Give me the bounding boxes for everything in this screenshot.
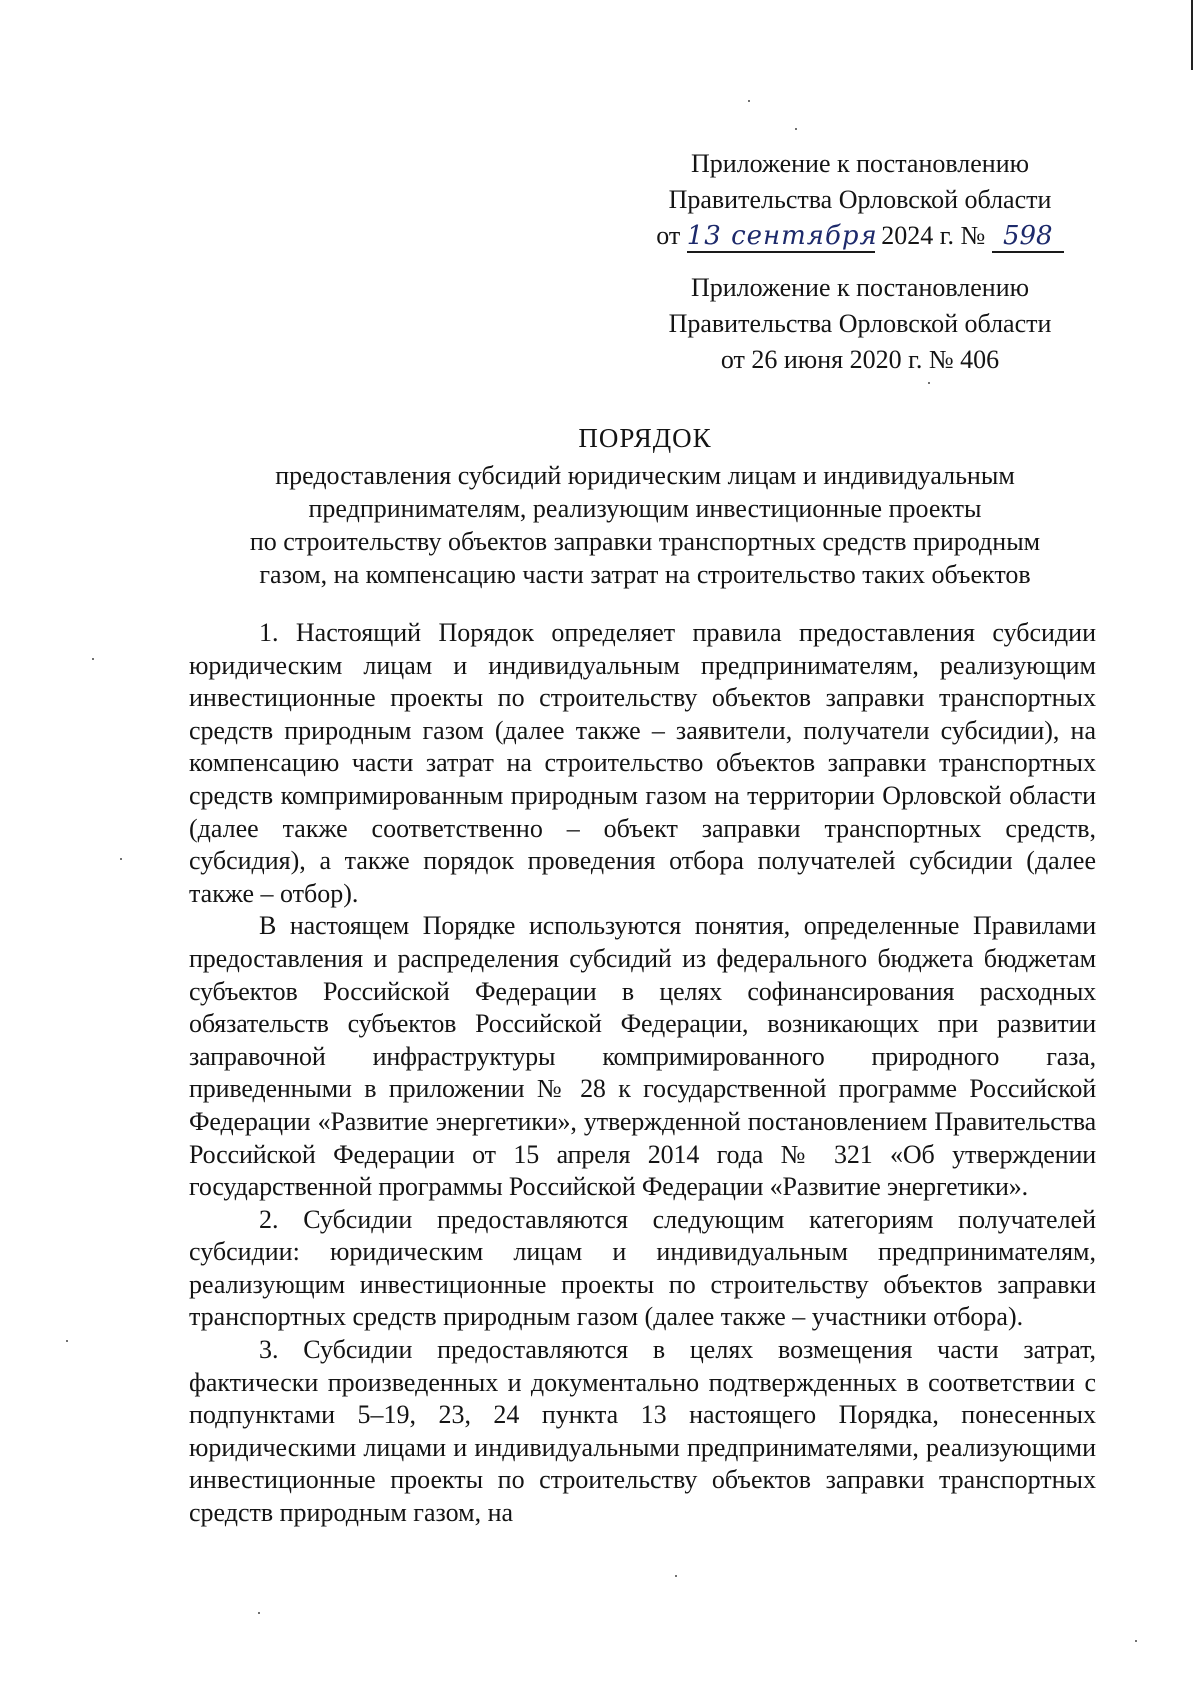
scan-edge-line: [1191, 0, 1193, 70]
handwritten-date: 13 сентября: [686, 221, 878, 251]
title-subline: газом, на компенсацию части затрат на строительство таких объектов: [259, 560, 1031, 589]
title-subline: по строительству объектов заправки транспортных средств природным: [249, 527, 1041, 556]
paragraph-definitions: В настоящем Порядке используются понятия, определенные Правилами предоставления и распределения субсидий из федерального бюджета бюджетам субъектов Российской Федерации в целях софинансирования расходных обязательств субъектов Российской Федерации, возникающих при развитии заправочной инфраструктуры компримированного природного газа, приведенными в приложении № 28 к государственной программе Российской Федерации «Развитие энергетики», утвержденной постановлением Правительства Российской Федерации от 15 апреля 2014 года № 321 «Об утверждении государственной программы Российской Федерации «Развитие энергетики».: [189, 911, 1096, 1202]
scan-speck: [258, 1612, 260, 1614]
paragraph-2: 2. Субсидии предоставляются следующим категориям получателей субсидии: юридическим лицам и индивидуальным предпринимателям, реализующим инвестиционные проекты по строительству объектов заправки транспортных средств природным газом (далее также – участники отбора).: [189, 1204, 1096, 1332]
date-prefix: от: [656, 221, 681, 250]
scan-speck: [928, 382, 930, 384]
document-title-block: [190, 422, 1100, 591]
original-resolution-header: [640, 270, 1080, 378]
document-title: ПОРЯДОК: [578, 423, 712, 453]
year-label: 2024 г. №: [881, 221, 986, 250]
handwritten-number: 598: [992, 221, 1064, 253]
header-line: Приложение к постановлению: [690, 273, 1030, 302]
header-line: Приложение к постановлению: [690, 149, 1030, 178]
scan-speck: [748, 100, 750, 102]
scan-speck: [66, 1340, 68, 1342]
document-body: [189, 617, 1096, 1530]
scan-speck: [675, 1575, 677, 1577]
title-subline: предоставления субсидий юридическим лицам и индивидуальным: [275, 461, 1015, 490]
header-date-line: [640, 218, 1080, 254]
current-resolution-header: [640, 146, 1080, 254]
scan-speck: [92, 658, 94, 660]
scan-speck: [1135, 1640, 1137, 1642]
paragraph-3: 3. Субсидии предоставляются в целях возмещения части затрат, фактически произведенных и документально подтвержденных в соответствии с подпунктами 5–19, 23, 24 пункта 13 настоящего Порядка, понесенных юридическими лицами и индивидуальными предпринимателями, реализующими инвестиционные проекты по строительству объектов заправки транспортных средств природным газом, на: [189, 1335, 1096, 1528]
title-subline: предпринимателям, реализующим инвестиционные проекты: [308, 494, 982, 523]
header-line: Правительства Орловской области: [668, 185, 1052, 214]
scan-speck: [120, 858, 122, 860]
header-line: Правительства Орловской области: [668, 309, 1052, 338]
scan-speck: [795, 128, 797, 130]
paragraph-1: 1. Настоящий Порядок определяет правила предоставления субсидии юридическим лицам и индивидуальным предпринимателям, реализующим инвестиционные проекты по строительству объектов заправки транспортных средств природным газом (далее также – заявители, получатели субсидии), на компенсацию части затрат на строительство объектов заправки транспортных средств компримированным природным газом на территории Орловской области (далее также соответственно – объект заправки транспортных средств, субсидия), а также порядок проведения отбора получателей субсидии (далее также – отбор).: [189, 618, 1096, 908]
header-line: от 26 июня 2020 г. № 406: [720, 345, 1000, 374]
